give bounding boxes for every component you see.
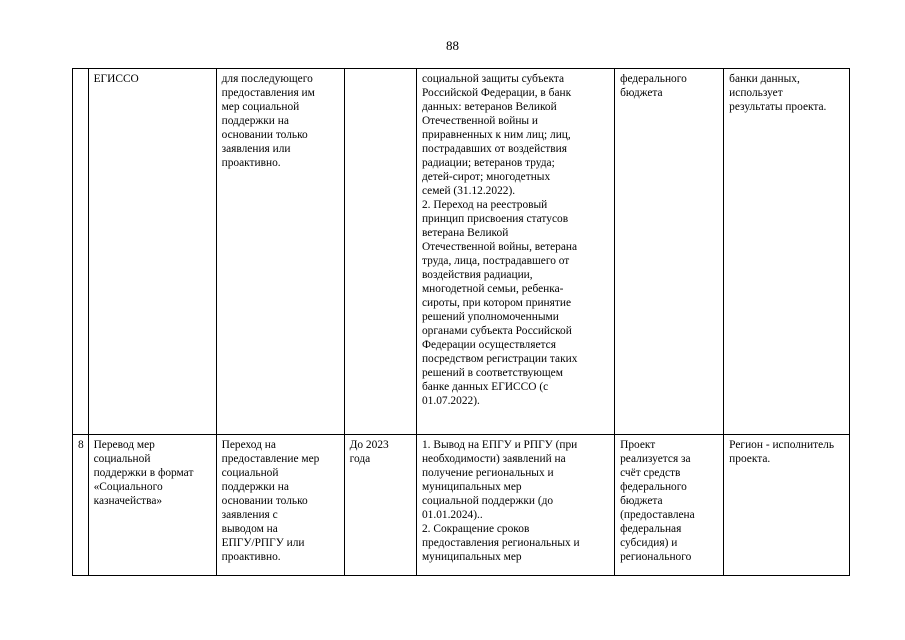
measure-description-cell: Переход на предоставление мер социальной поддержки на основании только заявления с выводом на ЕПГУ/РПГУ или проактивно. <box>216 435 344 576</box>
deadline-cell: До 2023 года <box>344 435 416 576</box>
participation-cell: Регион - исполнитель проекта. <box>724 435 850 576</box>
document-table <box>72 68 850 576</box>
measure-name-cell: Перевод мер социальной поддержки в формат «Социального казначейства» <box>88 435 216 576</box>
page-number: 88 <box>446 38 459 53</box>
financing-cell: Проект реализуется за счёт средств федерального бюджета (предоставлена федеральная субсидия) и регионального <box>615 435 724 576</box>
participation-cell: банки данных, использует результаты проекта. <box>724 69 850 435</box>
table-row <box>73 435 850 576</box>
table-row <box>73 69 850 435</box>
row-number-cell <box>73 69 89 435</box>
deadline-cell <box>344 69 416 435</box>
financing-cell: федерального бюджета <box>615 69 724 435</box>
expected-results-cell: социальной защиты субъекта Российской Федерации, в банк данных: ветеранов Великой Отечественной войны и приравненных к ним лиц; лиц, пострадавших от воздействия радиации; ветеранов труда; детей-сирот; многодетных семей (31.12.2022). 2. Переход на реестровый принцип присвоения статусов ветерана Великой Отечественной войны, ветерана труда, лица, пострадавшего от воздействия радиации, многодетной семьи, ребенка- сироты, при котором принятие решений уполномоченными органами субъекта Российской Федерации осуществляется посредством регистрации таких решений в соответствующем банке данных ЕГИССО (с 01.07.2022). <box>416 69 614 435</box>
measure-description-cell: для последующего предоставления им мер социальной поддержки на основании только заявления или проактивно. <box>216 69 344 435</box>
expected-results-cell: 1. Вывод на ЕПГУ и РПГУ (при необходимости) заявлений на получение региональных и муниципальных мер социальной поддержки (до 01.01.2024).. 2. Сокращение сроков предоставления региональных и муниципальных мер <box>416 435 614 576</box>
row-number-cell: 8 <box>73 435 89 576</box>
measure-name-cell: ЕГИССО <box>88 69 216 435</box>
